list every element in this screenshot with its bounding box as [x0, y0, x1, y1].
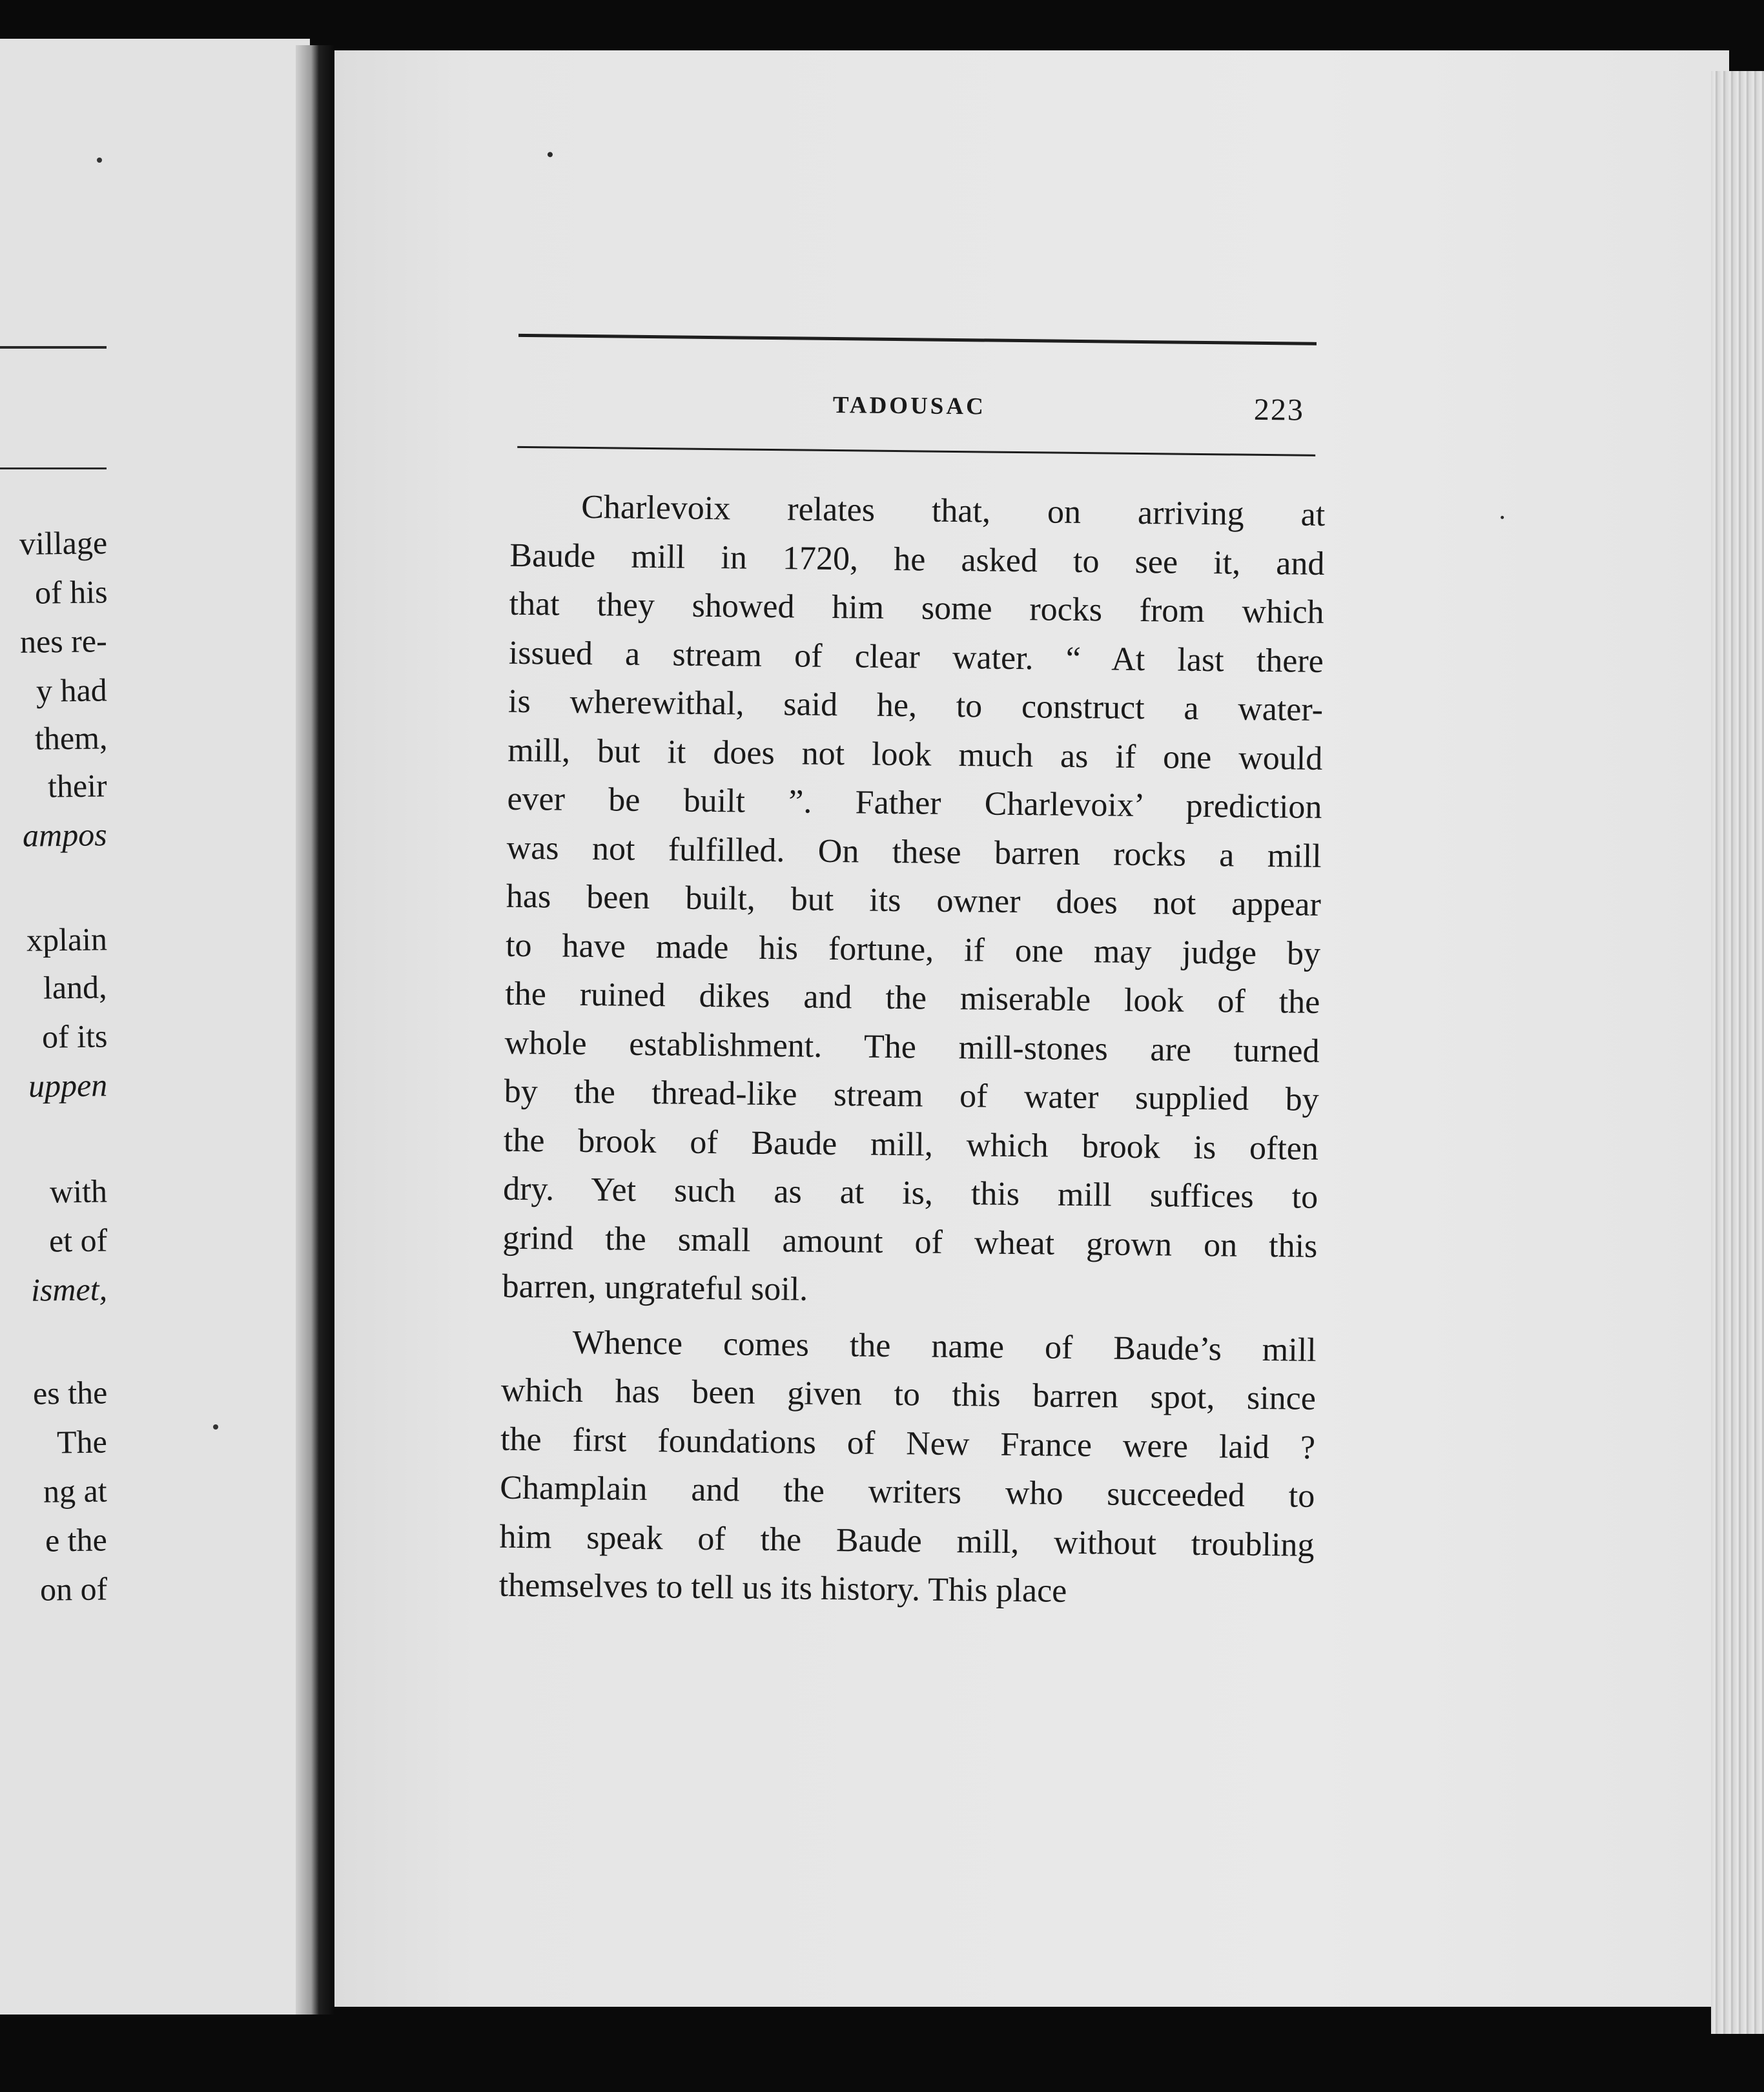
left-page-rule-bottom: [0, 467, 107, 469]
header-rule-bottom: [517, 446, 1315, 456]
book-gutter: [296, 45, 334, 2015]
left-page-line-fragment: ismet,: [30, 1271, 108, 1308]
left-page-line-fragment: et of: [48, 1222, 108, 1259]
left-page-line-fragment: of his: [34, 573, 108, 611]
text-line: is wherewithal, said he, to construct a water-: [508, 682, 1324, 728]
text-line: to have made his fortune, if one may judge by: [505, 927, 1321, 972]
text-line: by the thread-like stream of water supplied by: [504, 1072, 1320, 1118]
paragraph: [502, 482, 1325, 1320]
left-page-line-fragment: xplain: [26, 921, 108, 958]
page-speck: [1501, 516, 1504, 519]
text-line: mill, but it does not look much as if one would: [508, 732, 1323, 777]
text-line: barren, ungrateful soil.: [502, 1267, 808, 1308]
left-page-line-fragment: of its: [41, 1018, 108, 1055]
left-page-line-fragment: The: [56, 1423, 108, 1461]
left-page-line-fragment: land,: [43, 969, 108, 1006]
right-page: [334, 50, 1729, 2007]
stacked-page-edges: [1711, 71, 1764, 2034]
page-speck: [548, 152, 553, 157]
left-page-line-fragment: y had: [36, 672, 108, 709]
text-line: which has been given to this barren spot, since: [500, 1371, 1317, 1417]
text-line: the first foundations of New France were laid ?: [500, 1420, 1316, 1466]
left-page-speck: [213, 1424, 218, 1430]
text-line: Charlevoix relates that, on arriving at: [580, 488, 1326, 533]
left-page-line-fragment: ng at: [43, 1472, 108, 1510]
header-rule-top: [518, 334, 1317, 345]
text-line: ever be built ”. Father Charlevoix’ prediction: [507, 780, 1322, 826]
text-line: the ruined dikes and the miserable look of the: [505, 975, 1320, 1021]
text-line: Whence comes the name of Baude’s mill: [572, 1324, 1317, 1369]
running-head: TADOUSAC: [832, 391, 987, 420]
paragraph: [498, 1317, 1317, 1618]
left-page-rule-top: [0, 346, 107, 349]
text-line: whole establishment. The mill-stones are turned: [504, 1024, 1320, 1070]
left-page-line-fragment: uppen: [28, 1067, 108, 1104]
text-line: Champlain and the writers who succeeded to: [500, 1469, 1315, 1515]
text-line: was not fulfilled. On these barren rocks a mill: [506, 829, 1322, 875]
left-page-line-fragment: village: [19, 524, 108, 562]
text-line: Baude mill in 1720, he asked to see it, and: [509, 537, 1325, 582]
main-text-block: [498, 482, 1325, 1619]
text-line: has been built, but its owner does not appear: [506, 877, 1322, 923]
text-line: the brook of Baude mill, which brook is often: [503, 1122, 1319, 1167]
text-line: grind the small amount of wheat grown on this: [502, 1219, 1318, 1265]
page-number: 223: [1253, 392, 1305, 427]
left-page-line-fragment: e the: [45, 1521, 108, 1559]
left-page-line-fragment: ampos: [23, 816, 108, 854]
left-page-fragment: [0, 39, 310, 2015]
left-page-line-fragment: with: [49, 1173, 108, 1210]
left-page-line-fragment: them,: [34, 719, 108, 757]
page-body: [334, 50, 1729, 2007]
text-line: dry. Yet such as at is, this mill suffices to: [502, 1170, 1318, 1216]
left-page-line-fragment: on of: [39, 1570, 108, 1608]
left-page-line-fragment: their: [48, 767, 108, 805]
text-line: themselves to tell us its history. This place: [498, 1566, 1067, 1610]
text-line: issued a stream of clear water. “ At last there: [508, 634, 1324, 680]
text-line: him speak of the Baude mill, without troubling: [499, 1518, 1315, 1564]
left-page-line-fragment: es the: [32, 1374, 108, 1411]
left-page-line-fragment: nes re-: [20, 622, 108, 660]
left-page-speck: [97, 158, 102, 163]
text-line: that they showed him some rocks from which: [509, 585, 1324, 631]
